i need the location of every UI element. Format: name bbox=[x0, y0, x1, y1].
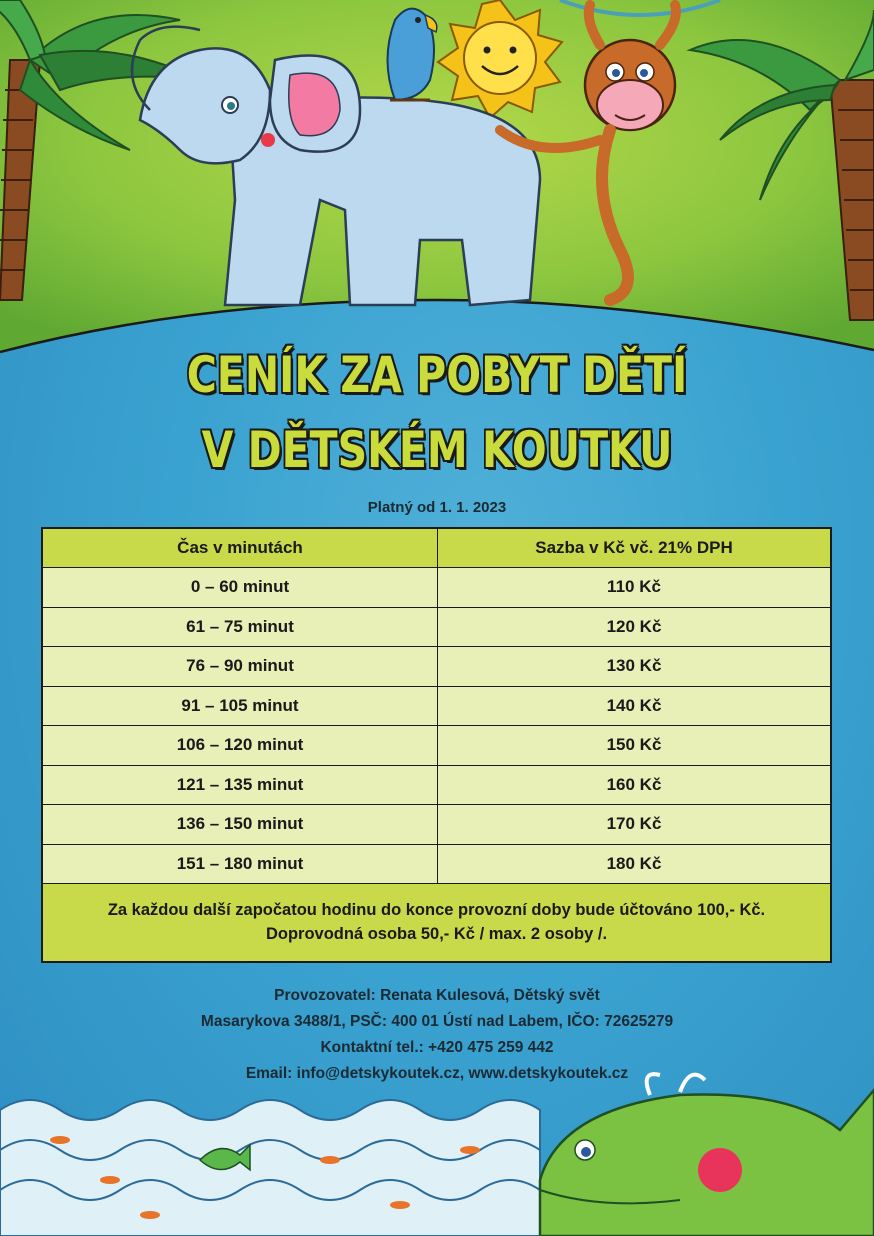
price-cell: 110 Kč bbox=[607, 577, 661, 597]
time-cell: 136 – 150 minut bbox=[43, 805, 438, 844]
page-title-line-2: V DĚTSKÉM KOUTKU bbox=[201, 421, 673, 479]
address-text: Masarykova 3488/1, PSČ: 400 01 Ústí nad Labem, IČO: 72625279 bbox=[200, 1013, 674, 1030]
table-row bbox=[43, 805, 830, 845]
time-cell: 151 – 180 minut bbox=[43, 845, 438, 884]
operator-text: Provozovatel: Renata Kulesová, Dětský svět bbox=[274, 987, 600, 1004]
table-header-row bbox=[43, 529, 830, 568]
table-row bbox=[43, 568, 830, 608]
price-cell: 160 Kč bbox=[606, 774, 662, 794]
whale-icon bbox=[540, 1074, 874, 1236]
table-row bbox=[43, 845, 830, 885]
contact-info bbox=[0, 983, 874, 1087]
table-row bbox=[43, 726, 830, 766]
price-cell: 180 Kč bbox=[606, 853, 662, 873]
price-cell: 120 Kč bbox=[606, 616, 662, 636]
time-cell: 106 – 120 minut bbox=[43, 726, 438, 765]
note-extra-hour: Za každou další započatou hodinu do konce provozní doby bude účtováno 100,- Kč. bbox=[107, 901, 766, 919]
time-cell: 121 – 135 minut bbox=[43, 766, 438, 805]
column-header-time: Čas v minutách bbox=[43, 529, 438, 567]
price-cell: 150 Kč bbox=[606, 735, 662, 755]
price-cell: 170 Kč bbox=[606, 814, 662, 834]
table-row bbox=[43, 647, 830, 687]
price-cell: 140 Kč bbox=[606, 695, 662, 715]
table-note bbox=[43, 884, 830, 961]
waves-icon bbox=[0, 1100, 540, 1236]
table-row bbox=[43, 766, 830, 806]
price-table bbox=[41, 527, 832, 963]
phone-text: Kontaktní tel.: +420 475 259 442 bbox=[320, 1039, 554, 1056]
table-row bbox=[43, 687, 830, 727]
valid-from-text: Platný od 1. 1. 2023 bbox=[367, 499, 507, 516]
time-cell: 61 – 75 minut bbox=[43, 608, 438, 647]
email-text: Email: info@detskykoutek.cz, www.detskykoutek.cz bbox=[245, 1065, 629, 1082]
page-title-line-1: CENÍK ZA POBYT DĚTÍ bbox=[186, 346, 688, 404]
time-cell: 0 – 60 minut bbox=[43, 568, 438, 607]
table-row bbox=[43, 608, 830, 648]
column-header-rate: Sazba v Kč vč. 21% DPH bbox=[535, 538, 733, 557]
time-cell: 76 – 90 minut bbox=[43, 647, 438, 686]
price-cell: 130 Kč bbox=[606, 656, 662, 676]
note-accompanying-person: Doprovodná osoba 50,- Kč / max. 2 osoby /. bbox=[265, 924, 608, 943]
time-cell: 91 – 105 minut bbox=[43, 687, 438, 726]
